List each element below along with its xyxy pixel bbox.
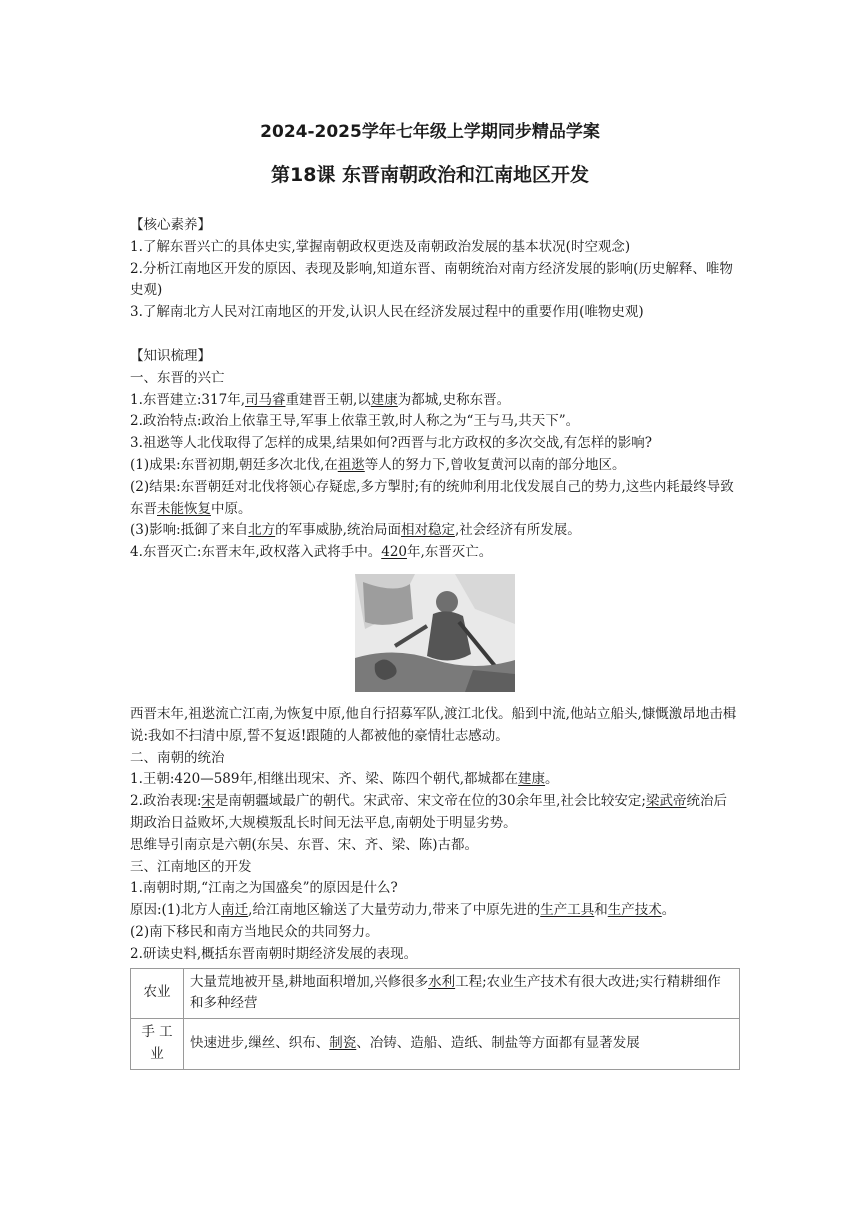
fill-answer: 北方 — [248, 522, 276, 539]
section-title: 三、江南地区的开发 — [130, 858, 252, 875]
fill-answer: 生产工具 — [540, 902, 595, 919]
paragraph: 2.研读史料,概括东晋南朝时期经济发展的表现。 — [130, 945, 418, 962]
knowledge-heading: 【知识梳理】 — [130, 347, 211, 364]
row-header: 农业 — [131, 968, 184, 1019]
economy-table — [130, 968, 740, 1070]
core-heading: 【核心素养】 — [130, 217, 211, 233]
row-cell: 快速进步,缫丝、织布、制瓷、冶铸、造船、造纸、制盐等方面都有显著发展 — [184, 1019, 740, 1070]
fill-answer: 建康 — [518, 771, 546, 788]
paragraph: (2)结果:东晋朝廷对北伐将领心存疑虑,多方掣肘;有的统帅利用北伐发展自己的势力,这些内耗最终导致东晋未能恢复中原。 — [130, 478, 734, 517]
illustration-caption: 西晋末年,祖逖流亡江南,为恢复中原,他自行招募军队,渡江北伐。船到中流,他站立船头,慷慨激昂地击楫说:我如不扫清中原,誓不复返!跟随的人都被他的豪情壮志感动。 — [130, 705, 737, 744]
paragraph: 4.东晋灭亡:东晋末年,政权落入武将手中。420年,东晋灭亡。 — [130, 544, 493, 561]
table-row — [131, 968, 740, 1019]
row-cell: 大量荒地被开垦,耕地面积增加,兴修很多水利工程;农业生产技术有很大改进;实行精耕细作和多种经营 — [184, 968, 740, 1019]
table-row — [131, 1019, 740, 1070]
section-title: 一、东晋的兴亡 — [130, 369, 225, 386]
paragraph: 1.南朝时期,“江南之为国盛矣”的原因是什么? — [130, 880, 398, 897]
paragraph: 1.王朝:420—589年,相继出现宋、齐、梁、陈四个朝代,都城都在建康。 — [130, 771, 559, 788]
fill-answer: 宋 — [201, 793, 215, 810]
row-header: 手 工 业 — [131, 1019, 184, 1070]
core-item: 2.分析江南地区开发的原因、表现及影响,知道东晋、南朝统治对南方经济发展的影响(历史解释、唯物史观) — [130, 260, 733, 299]
paragraph: 3.祖逖等人北伐取得了怎样的成果,结果如何?西晋与北方政权的多次交战,有怎样的影响? — [130, 435, 652, 452]
fill-answer: 制瓷 — [329, 1035, 357, 1051]
fill-answer: 南迁 — [221, 902, 249, 919]
paragraph: (1)成果:东晋初期,朝廷多次北伐,在祖逖等人的努力下,曾收复黄河以南的部分地区。 — [130, 456, 626, 473]
fill-answer: 相对稳定 — [400, 522, 455, 539]
fill-answer: 水利 — [428, 973, 456, 990]
fill-answer: 梁武帝 — [645, 793, 687, 810]
paragraph: (2)南下移民和南方当地民众的共同努力。 — [130, 923, 379, 940]
core-item: 3.了解南北方人民对江南地区的开发,认识人民在经济发展过程中的重要作用(唯物史观) — [130, 304, 644, 321]
fill-answer: 生产技术 — [607, 902, 662, 919]
paragraph: 1.东晋建立:317年,司马睿重建晋王朝,以建康为都城,史称东晋。 — [130, 391, 511, 408]
document-body — [130, 215, 740, 1070]
lesson-title: 第18课 东晋南朝政治和江南地区开发 — [270, 164, 590, 186]
thinking-guide: 思维导引南京是六朝(东吴、东晋、宋、齐、梁、陈)古都。 — [130, 836, 479, 853]
doc-title: 2024-2025学年七年级上学期同步精品学案 — [260, 122, 600, 142]
paragraph: 2.政治特点:政治上依靠王导,军事上依靠王敦,时人称之为“王与马,共天下”。 — [130, 413, 580, 430]
fill-answer: 建康 — [370, 391, 398, 408]
paragraph: (3)影响:抵御了来自北方的军事威胁,统治局面相对稳定,社会经济有所发展。 — [130, 522, 581, 539]
zu-ti-illustration — [355, 574, 515, 692]
paragraph: 原因:(1)北方人南迁,给江南地区输送了大量劳动力,带来了中原先进的生产工具和生产技术。 — [130, 902, 676, 919]
fill-answer: 司马睿 — [245, 391, 286, 408]
paragraph: 2.政治表现:宋是南朝疆域最广的朝代。宋武帝、宋文帝在位的30余年里,社会比较安定;梁武帝统治后期政治日益败坏,大规模叛乱长时间无法平息,南朝处于明显劣势。 — [130, 793, 727, 831]
fill-answer: 祖逖 — [337, 456, 365, 473]
fill-answer: 420 — [381, 544, 408, 561]
section-title: 二、南朝的统治 — [130, 749, 225, 766]
core-item: 1.了解东晋兴亡的具体史实,掌握南朝政权更迭及南朝政治发展的基本状况(时空观念) — [130, 238, 631, 255]
fill-answer: 未能恢复 — [157, 500, 211, 517]
